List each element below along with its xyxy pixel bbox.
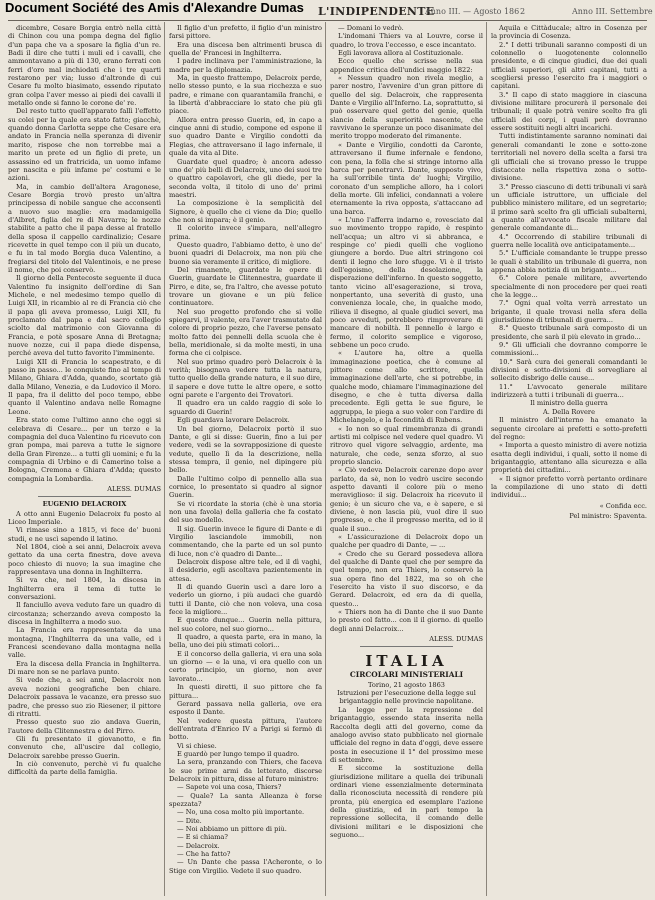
paragraph: Nel suo progetto profondo che si volle spiegarvi, il valente, era l'aver trasmutato dal colore di proprio pezzo, che l'averse pensato molto fatto dei pennelli della scuola che è bella, meridionale, si da molte mesti, in una forma che ci colpisce. <box>169 307 322 358</box>
paper-title: L'INDIPENDENTE <box>318 5 435 18</box>
column-3 <box>330 24 483 896</box>
paragraph: Il giorno della Pentecoste seguente il duca Valentino fu insignito dell'ordine di San Michele, e nel medesimo tempo quello di Luigi XII, in ricambio al re di Francia ciò che il papa gli aveva promesso, Luigi XII, fu proclamato dal papa e dal sacro collegio sciolto dal matrimonio con Giovanna di Francia, e potè sposare Anna di Bretagna; nuove nozze, cui il papa diede dispensa, perché aveva del tutto favorito l'imminente. <box>8 274 161 358</box>
paragraph: — Dite. <box>177 816 202 825</box>
paragraph: « Il signor prefetto vorrà pertanto ordinare la compilazione di uno stato di detti individui... <box>491 474 647 500</box>
paragraph: Dalle l'ultimo colpo di pennello alla sua cornice, lo presentato si quadro al signor Guerin. <box>169 474 322 500</box>
paragraph: Egli lavorava allora al Costituzionale. <box>338 49 464 58</box>
paragraph: Nel suo primo quadro però Delacroix è la verità; bisognava vedere tutta la natura, tutto quello della grande natura, e il suo dire, il sapere e dove tutte le altre opere, e sotto ogni parete e l'argento dei Trovatori. <box>169 357 322 400</box>
paragraph: Era stato come l'ultimo anno che oggi si celebrava di Cesare... per un terzo e la compagnia del duca Valentino fu ricevuto con gran pompa, mai pareva a tutte le signore della Gran Firenze... a tutti gli uomini; e fu la compagnia di Urbino e di Camerino tolse a Bologna, Cremona e Ghiara d'Adda; questo compagnia la Lombardia. <box>8 416 161 483</box>
paragraph: « L'autore ha, oltre a quella immaginazione poetica, che è comune al pittore come allo scrittore, quella immaginazione dell'arte, che si potrebbe, in qualche modo, chiamare l'immaginazione del disegno, e che è tutta diversa dalla precedente. Egli getta le sue figure, le aggruppa, le piega a suo voler con l'ardire di Michelangelo, e la fecondità di Rubens. <box>330 349 483 425</box>
paragraph: 6.° Colore penale militare, avvertendo specialmente di non procedere per quei reati che la legge... <box>491 274 647 299</box>
paragraph: « Nessun quadro non rivela meglio, a parer nostro, l'avvenire d'un gran pittore di quello del sig. Delacroix, che rappresenta Dante e Virgilio all'Inferno. La, soprattutto, si può osservare quel getto del genie, quella slancio della superiorità nascente, che ravvivano le speranze un poco disanimate del merito troppo moderato del rimanente. <box>330 74 483 141</box>
paragraph: E questo dunque... Guerin nella pittura, nel suo colore, nel suo giorno... <box>169 616 322 633</box>
paragraph: 4.° Occorrendo di stabilire tribunali di guerra nelle località ove anticipatamente... <box>491 232 647 249</box>
paragraph: Presso questo suo zio andava Guerin, l'autore della Clitennestra e del Pirro. <box>8 718 161 735</box>
paragraph: dicembre, Cesare Borgia entrò nella città di Chinon cou una pompa degna del figlio d'un papa che va a sposare la figlia d'un re. Badi il dire che tutti i muli ed i cavalli, che ammontavano a più di 130, erano ferrati con ferri d'oro mal inchiodati che i tre quarti restarono per via; lusso d'altronde di cui Cesare fu molto biasimato, essendo riputato gran colpa l'aver messo ai piedi dei cavalli il metallo onde si fanno le corone de' re. <box>8 24 161 108</box>
paragraph: E siccome la sostituzione della giurisdizione militare a quella dei tribunali ordinari viene essenzialmente determinata dalla riconosciuta necessità di rendere più pronta, più energica ed esemplare l'azione della giustizia, ed in pari tempo la repressione sollecita, il comando delle divisioni militari e le disposizioni che seguono... <box>330 764 483 839</box>
paragraph: 10.° Sarà cura dei generali comandanti le divisioni e sotto-divisioni di sorvegliare al sollecito disbrigo delle cause... <box>491 357 647 383</box>
paragraph: « Importa a questo ministro di avere notizia esatta degli individui, i quali, sotto il nome di brigantaggio, attentano alla sicurezza e alla proprietà dei cittadini... <box>491 441 647 475</box>
paragraph: « L'uno l'afferra indarno e, rovesciato dal suo movimento troppo rapido, è respinto nell'acqua; un altro vi si abbranca, e respinge co' piedi quelli che vogliono giungere a bordo. Due altri stringono coi denti il legno che loro sfugge. Vi è il tristo dell'egoismo, della desolazione, la disperazione dell'inferno. In questo soggetto, tanto vicino all'esagerazione, si trova, nonpertanto, una severità di gusto, una convenienza locale, che, in qualche modo, rilieva il disegno, al quale giudici severi, ma poco avveduti, potrebbero rimproverare di mancare di nobiltà. Il pennello è largo e fermo, il colorito semplice e vigoroso, sebbene un poco crudo. <box>330 215 483 350</box>
paragraph: Il di quando Guerin uscì a dare loro a vederlo un giorno, i più audaci che guardò tutti il Dante, ciò che non voleva, una cosa fece la migliore... <box>169 583 322 617</box>
column-divider <box>164 22 165 896</box>
paragraph: Ma, in cambio dell'altera Aragonese, Cesare Borgia trovò presto un'altra principessa di nobile sangue che acconsentì a nuovo suo maglie: era madamigella d'Albret, figlia del re di Navarra; le nozze stabilite a patto che il papa desse al fratello della sposa il cappello cardinalizio; Cesare ricevette in quel tempo con il più un ducato, e fu in tal modo Borgia duca Valentino, a fregiarsi del titolo del Valentinois, e ne prese il nome, che poi conservò. <box>8 182 161 274</box>
paragraph: In ciò convenuto, perchè vi fu qualche difficoltà da parte della famiglia. <box>8 759 161 777</box>
masthead-rule <box>8 20 647 21</box>
signature: Pel ministro: Spaventa. <box>569 511 647 520</box>
paragraph: Ecco quello che scrisse nella sua appendice critica dell'undici maggio 1822: <box>330 57 483 74</box>
paragraph: Il quadro era un caldo raggio di sole lo sguardo di Guerin! <box>169 399 322 416</box>
paragraph: E guardò per lungo tempo il quadro. <box>177 749 300 758</box>
paragraph: — Noi abbiamo un pittore di più. <box>177 825 287 833</box>
paragraph: 9.° Gli ufficiali che dovranno comporre le commissioni... <box>491 341 647 358</box>
paragraph: Gli fu presentato il giovanotto, e fin convenuto che, all'uscire dal collegio, Delacroix sarebbe presso Guerin. <box>8 734 161 760</box>
column-divider <box>486 22 487 896</box>
paragraph: — Delacroix. <box>177 841 220 850</box>
paragraph: 8.° Questo tribunale sarà composto di un presidente, che sarà il più elevato in grado... <box>491 324 647 341</box>
paragraph: « L'assicurazione di Delacroix dopo un qualche per quadro di Dante, — ... <box>330 532 483 550</box>
paragraph: 3.° Il capo di stato maggiore in ciascuna divisione militare procurerà il personale dei tribunali; il quale potrà venire scelto fra gli ufficiali dei corpi, i quali però dovranno essere sostituiti negli altri incarichi. <box>491 90 647 133</box>
paragraph: 11.° L'avvocato generale militare indirizzerà a tutti i tribunali di guerra... <box>491 382 647 400</box>
signature-title: Il ministro della guerra <box>530 399 608 408</box>
paragraph: « Thiers non ha di Dante che il suo Dante lo presto col fatto... con il il giorno. di quello degli anni Delacroix... <box>330 608 483 633</box>
section-rule <box>360 646 453 647</box>
year-label: Anno III. Settembre <box>572 7 653 16</box>
paragraph: Guardate quel quadro; è ancora adesso uno de' più belli di Delacroix, uno dei suoi tre o quattro capolavori, che gli diede, per la seconda volta, il titolo di uno de' primi maestri. <box>169 157 322 199</box>
paragraph: « Io non so qual rimembranza di grandi artisti mi colpisce nel vedere quel quadro. Vi ritrovo quel vigore selvaggio, ardente, ma naturale, che cede, senza sforzo, al suo proprio slancio. <box>330 424 483 466</box>
paragraph: In questi diretti, il suo pittore che fa pittura... <box>169 683 322 700</box>
paragraph: Nel vedere questa pittura, l'autore dell'entrata d'Enrico IV a Parigi si fermò di botto. <box>169 716 322 742</box>
paragraph: L'indomani Thiers va al Louvre, corse il quadro, lo trova l'eccesso, e esce incantato. <box>330 32 483 49</box>
paragraph: La composizione è la semplicità del Signore, è quello che ci viene da Dio; quello che non si impara; è il genio. <box>169 199 322 224</box>
author-signature: ALESS. DUMAS <box>107 484 161 493</box>
paragraph: Si va che, nel 1804, la discesa in Inghilterra era il tema di tutte le conversazioni. <box>8 576 161 602</box>
paragraph: 5.° L'ufficiale comandante le truppe presso le quali è stabilito un tribunale di guerra, non appena abbia notizia di un brigante... <box>491 249 647 274</box>
paragraph: « Dante e Virgilio, condotti da Caronte, attraversano il fiume infernale e fendono, con pena, la folla che si stringe intorno alla barca per penetrarvi. Dante, supposto vivo, ha sull'orribile tinta de' luoghi; Virgilio, coronato d'un sempliche alloro, ha i colori della morte. Gli infelici, condannati a volere eternamente la riva opposta, s'attaccano ad una barca. <box>330 140 483 216</box>
paragraph: I padre inclinava per l'amministrazione, la madre per la diplomazia. <box>169 57 322 74</box>
paragraph: Tutti indistintamente saranno nominati dai generali comandanti le zone e sotto-zone territoriali nel novero della scelta a farsi tra gli ufficiali che si trovano presso le truppe distaccate nella rispettiva zona o sotto-divisione. <box>491 132 647 183</box>
closing: « Confida ecc. <box>599 501 647 510</box>
column-1 <box>8 24 161 896</box>
paragraph: 7.° Ogni qual volta verrà arrestato un brigante, il quale trovasi nella sfera della giurisdizione di tribunali di guerra... <box>491 299 647 325</box>
paragraph: 3.° Presso ciascuno di detti tribunali vi sarà un ufficiale istruttore, un ufficiale del pubblico ministero militare, ed un segretario; il primo sarà scelto fra gli ufficiali subalterni, a quanto all'avvocato fiscale militare dal generale comandante di... <box>491 182 647 233</box>
signature-name: A. Della Rovere <box>542 407 595 416</box>
column-2 <box>169 24 322 896</box>
column-divider <box>325 22 326 896</box>
page-number: 2 <box>520 7 526 16</box>
paragraph: Il figlio d'un prefetto, il figlio d'un ministro farsi pittore. <box>169 24 322 41</box>
dateline: Anno III. — Agosto 186 <box>425 7 520 16</box>
paragraph: Un bel giorno, Delacroix portò il suo Dante, e gli si disse: Guerin, fino a lui per vedere, vedi se la sovrapposizione di queste vedute, quello lì da la descrizione, nella stessa tempra, il genio, nel dipingere più bello. <box>169 424 322 475</box>
dateline: Torino, 21 agosto 1863 <box>367 680 445 689</box>
paragraph: 2.° I detti tribunali saranno composti di un colonnello o luogotenente colonnello presidente, e di cinque giudici, due dei quali ufficiali superiori, gli altri capitani, tutti a scegliersi presso l'esercito fra i maggiori o capitani. <box>491 40 647 91</box>
paragraph: Luigi XII di Francia lo scapestrato, e di passo in passo... le conquiste fino al tempo di Milano, Ghiara d'Adda, quando, scortato già dalla Milano, Venezia, e da Ludovico il Moro. Il papa, fra il delitto del poco tempo, ebbe quanto il Valentino andava nelle Romagne Leone. <box>8 357 161 416</box>
paragraph: Era una discesa ben altrimenti brusca di quella de' Francesi in Inghilterra. <box>169 40 322 58</box>
paragraph: Ma, in questo frattempo, Delacroix perde, nello stesso punto, e la sua ricchezza e suo padre, e rimane con quarantamila franchi, e la libertà d'abbracciare lo stato che più gli piace. <box>169 74 322 116</box>
paragraph: La sera, pranzando con Thiers, che faceva le sue prime armi da letterato, discorse Delacroix in pittura, disse al futuro ministro: <box>169 758 322 783</box>
paragraph: « Ciò vedeva Delacroix carenze dopo aver parlato, da sè, non lo vedrò uscire secondo aspetto davanti il colore più o meno meraviglioso: il sig. Delacroix ha ricevuto il genio; è un sicuro che va, e è sapere, e si diviene, è non lascia più, vuol dire il suo progresso, e che il progresso merita, ed io il quale il suo... <box>330 466 483 533</box>
paragraph: Delacroix dispose altre tele, ed il dì vaghi, il desiderio, egli ascoltava pazientemente in attesa. <box>169 558 322 583</box>
paragraph: — Quale? La santa Alleanza è forse spezzata? <box>169 791 322 808</box>
paragraph: « Credo che su Gerard possedeva allora del qualche di Dante quel che per sempre da quel tempo, non era Thiers, lo conservò la sua opera fino del 1822, ma so oh che l'esercito ha visto il suo discorso, e da Gerard. Delacroix, ed era da di quella, questo... <box>330 549 483 608</box>
paragraph: Allora entra presso Guerin, ed, in capo a cinque anni di studio, compone ed espone il suo quadro Dante e Virgilio condotti da Flegias, che attraversano il lago infernale, il quale da vita al Dite. <box>169 115 322 158</box>
paragraph: — E si chiama? <box>177 833 228 842</box>
watermark: Document Société des Amis d'Alexandre Dumas <box>2 0 307 15</box>
paragraph: — No, una cosa molto più importante. <box>177 808 305 817</box>
paragraph: Gerard passava nella galleria, ove era esposto il Dante. <box>169 699 322 717</box>
paragraph: Del rimanente, guardate le opere di Guerin, guardate le Clitennestra, guardate il Pirro, e dite, se, fra l'altro, che avesse potuto trovare un giovane e un più felice continuatore. <box>169 265 322 308</box>
section-title: EUGENIO DELACROIX <box>42 500 127 509</box>
section-subtitle: CIRCOLARI MINISTERIALI <box>349 670 464 680</box>
paragraph: Se vi ricordate la storia (chè è una storia non una favola) della galleria che fa costato del suo modello. <box>169 499 322 525</box>
paragraph: Era la discesa della Francia in Inghilterra. Di mare non se ne parlava punto. <box>8 659 161 677</box>
column-4 <box>491 24 647 896</box>
paragraph: Il colorito invece s'impara, nell'allegro prima. <box>169 224 322 241</box>
paragraph: Vi rimase sino a 1815, vi fece de' buoni studi, e ne uscì sapendo il latino. <box>8 526 161 543</box>
paragraph: — Che ha fatto? <box>177 850 231 859</box>
paragraph: La Francia era rappresentata da una montagna, l'Inghilterra da una valle, ed i Francesi scendevano dalla montagna nella valle. <box>8 626 161 660</box>
paragraph: La legge per la repressione del brigantaggio, essendo stata inserita nella Raccolta degli atti del governo, come da analogo avviso stato pubblicato nel giornale ufficiale del regno in data d'oggi, deve essere posta in esecuzione il 1° del prossimo mese di settembre. <box>330 705 483 764</box>
paragraph: — Sapete voi una cosa, Thiers? <box>177 783 282 792</box>
paragraph: — Un Dante che passa l'Acheronte, o lo Stige con Virgilio. Vedete il suo quadro. <box>169 858 322 875</box>
paragraph: — Domani lo vedrò. <box>338 24 404 32</box>
paragraph: Istruzioni per l'esecuzione della legge sul brigantaggio nelle provincie napolitane. <box>337 689 476 706</box>
paragraph: Il ministro dell'interno ha emanato la seguente circolare ai prefetti e sotto-prefetti del regno: <box>491 416 647 441</box>
section-rule <box>38 496 131 497</box>
paragraph: Nel 1804, cioè a sei anni, Delacroix aveva gettato da una certa finestra, dove aveva poco chiesto di nuovo; la sua imagine che rappresentava una donna in Inghilterra. <box>8 542 161 576</box>
section-title: ITALIA <box>365 652 448 671</box>
paragraph: A otto anni Eugenio Delacroix fu posto al Liceo Imperiale. <box>8 509 161 526</box>
paragraph: Il fanciullo aveva veduto fare un quadro di circostanza; scherzando aveva composto la discesa in Inghilterra a modo suo. <box>8 601 161 627</box>
paragraph: Egli guardava lavorare Delacroix. <box>177 416 290 425</box>
paragraph: Il quadro, a questa parte, era in mano, la bella, uno dei più stimati colori... <box>169 633 322 650</box>
paragraph: Aquila e Cittàducale; altro in Cosenza per la provincia di Cosenza. <box>491 24 647 41</box>
author-signature: ALESS. DUMAS <box>429 635 483 644</box>
paragraph: Questo quadro, l'abbiamo detto, è uno de' buoni quadri di Delacroix, ma non più che buono sia veramente il critico, di migliore. <box>169 240 322 266</box>
paragraph: Il sig. Guerin invece le figure di Dante e di Virgilio lasciandole immobili, non commentando, che la parte ed un sol punto di luce, non c'è quadro di Dante... <box>169 524 322 558</box>
paragraph: Si vede che, a sei anni, Delacroix non aveva nozioni geografiche ben chiare. Delacroix passava le vacanze, era presso suo padre, che presso suo zio Riesener, il pittore di ritratti. <box>8 676 161 718</box>
paragraph: Del resto tutto quell'apparato fallì l'effetto su colei per la quale era stato fatto; giacchè, quando donna Carlotta seppe che Cesare era andato in Francia nella speranza di divenir marito, rispose che non torrebbe mai a marito un prete ed un figlio di prete, un assassino ed un fratricida, un uomo infame per nascita e più infame pe' costumi e le azioni. <box>8 107 161 183</box>
paragraph: Vi si chiese. <box>177 741 217 750</box>
paragraph: E il concorso della galleria, vi era una sola un giorno — e la una, vi era quello con un certo principio, un giorno, non aver lavorato... <box>169 649 322 683</box>
